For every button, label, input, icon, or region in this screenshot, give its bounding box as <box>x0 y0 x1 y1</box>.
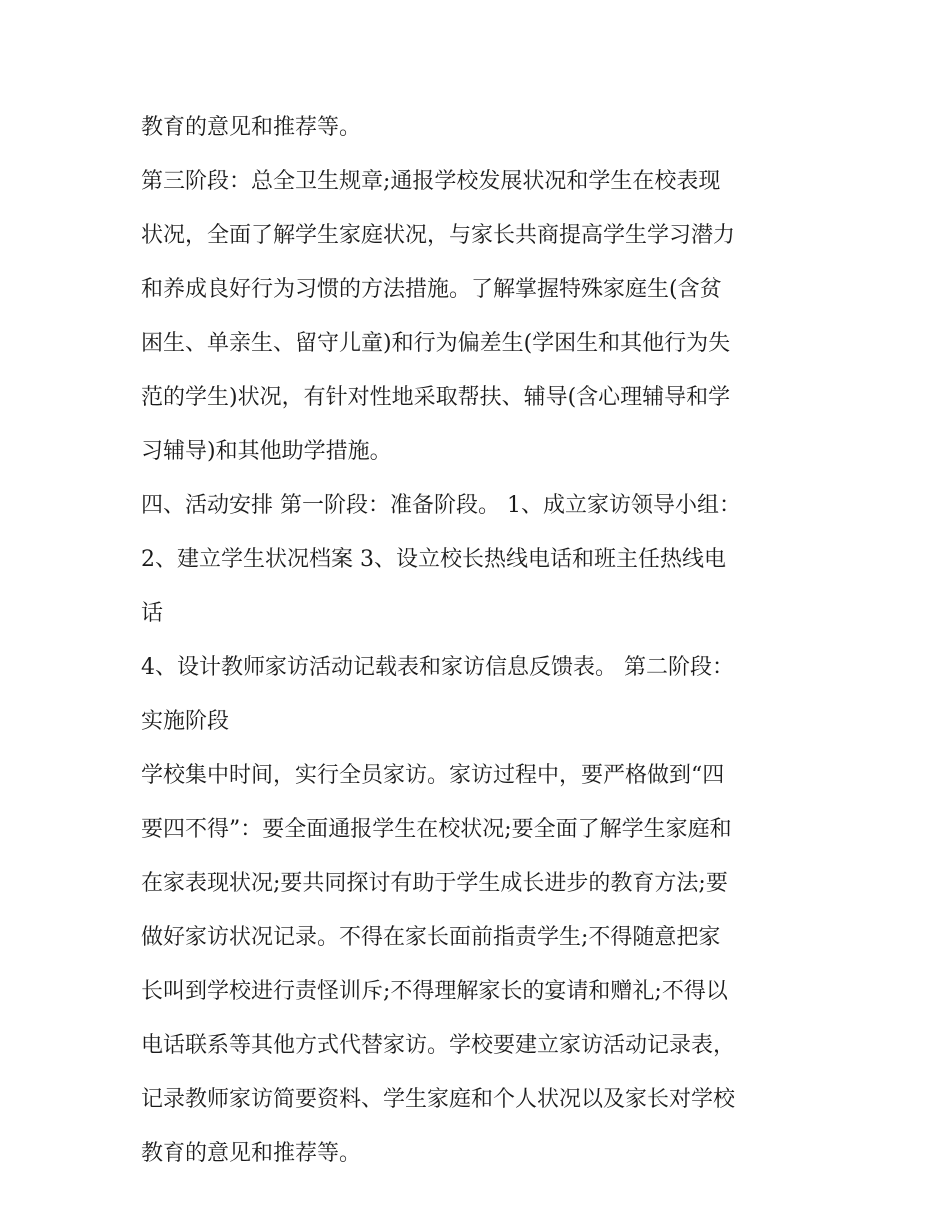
text-line: 做好家访状况记录。不得在家长面前指责学生;不得随意把家 <box>141 925 721 950</box>
text-line: 困生、单亲生、留守儿童)和行为偏差生(学困生和其他行为失 <box>141 331 731 356</box>
text-line: 习辅导)和其他助学措施。 <box>141 439 392 464</box>
text-line: 教育的意见和推荐等。 <box>141 1141 362 1166</box>
text-line: 4、设计教师家访活动记载表和家访信息反馈表。 第二阶段： <box>141 655 734 680</box>
text-line: 记录教师家访简要资料、学生家庭和个人状况以及家长对学校 <box>141 1087 736 1112</box>
text-line: 四、活动安排 第一阶段：准备阶段。 1、成立家访领导小组： <box>141 493 741 518</box>
text-line: 第三阶段：总全卫生规章;通报学校发展状况和学生在校表现 <box>141 169 721 194</box>
text-line: 电话联系等其他方式代替家访。学校要建立家访活动记录表， <box>141 1033 736 1058</box>
text-line: 和养成良好行为习惯的方法措施。了解掌握特殊家庭生(含贫 <box>141 277 722 302</box>
text-line: 要四不得”：要全面通报学生在校状况;要全面了解学生家庭和 <box>141 817 732 842</box>
text-line: 长叫到学校进行责怪训斥;不得理解家长的宴请和赠礼;不得以 <box>141 979 728 1004</box>
text-line: 范的学生)状况，有针对性地采取帮扶、辅导(含心理辅导和学 <box>141 385 731 410</box>
text-line: 教育的意见和推荐等。 <box>141 115 362 140</box>
text-line: 实施阶段 <box>141 709 230 734</box>
text-line: 状况，全面了解学生家庭状况，与家长共商提高学生学习潜力 <box>141 223 736 248</box>
text-line: 学校集中时间，实行全员家访。家访过程中，要严格做到“四 <box>141 763 725 788</box>
text-line: 话 <box>141 601 164 626</box>
text-line: 在家表现状况;要共同探讨有助于学生成长进步的教育方法;要 <box>141 871 728 896</box>
text-line: 2、建立学生状况档案 3、设立校长热线电话和班主任热线电 <box>141 547 726 572</box>
